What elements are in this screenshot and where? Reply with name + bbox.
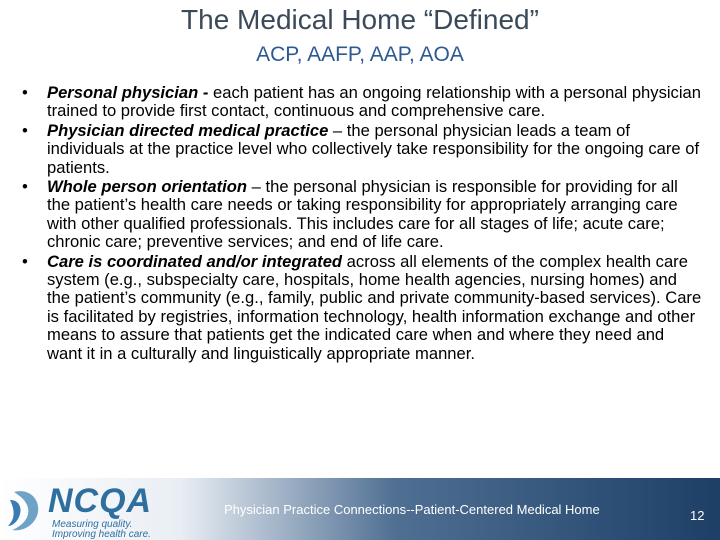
bullet-list <box>22 84 702 364</box>
logo-tagline-1: Measuring quality. <box>52 519 133 530</box>
bullet-item <box>22 253 702 363</box>
footer-caption: Physician Practice Connections--Patient-Centered Medical Home <box>224 502 600 517</box>
ncqa-swoosh-icon <box>6 486 46 534</box>
bullet-dot: • <box>22 251 28 271</box>
bullet-text: – the personal physician leads a team of individuals at the practice level who collectively take responsibility for the ongoing care of patients. <box>47 120 700 177</box>
bullet-item <box>22 84 702 121</box>
bullet-lead: Care is coordinated and/or integrated <box>47 251 343 271</box>
bullet-dot: • <box>22 120 28 140</box>
bullet-lead: Whole person orientation <box>47 177 248 197</box>
ncqa-logo <box>6 482 196 538</box>
bullet-text: – the personal physician is responsible for providing for all the patient’s health care needs or taking responsibility for appropriately arranging care with other qualified professionals. This includes care for all stages of life; acute care; chronic care; preventive services; and end of life care. <box>47 177 678 252</box>
slide-title: The Medical Home “Defined” <box>181 4 539 35</box>
page-number: 12 <box>690 508 705 523</box>
bullet-dot: • <box>22 83 28 102</box>
bullet-lead: Physician directed medical practice <box>47 120 329 140</box>
logo-wordmark: NCQA <box>48 482 153 520</box>
bullet-dot: • <box>22 177 28 197</box>
logo-tagline-2: Improving health care. <box>52 529 151 540</box>
bullet-item <box>22 178 702 252</box>
bullet-lead: Personal physician - <box>47 83 209 102</box>
bullet-item <box>22 122 702 177</box>
bullet-text: across all elements of the complex health care system (e.g., subspecialty care, hospitals, home health agencies, nursing homes) and the patient’s community (e.g., family, public and private community-based services). Care is facilitated by registries, information technology, health information exchange and other means to assure that patients get the indicated care when and where they need and want it in a culturally and linguistically appropriate manner. <box>47 251 702 363</box>
slide-subtitle: ACP, AAFP, AAP, AOA <box>256 43 464 66</box>
footer-bar <box>0 478 720 540</box>
bullet-text: each patient has an ongoing relationship with a personal physician trained to provide first contact, continuous and comprehensive care. <box>47 83 702 121</box>
